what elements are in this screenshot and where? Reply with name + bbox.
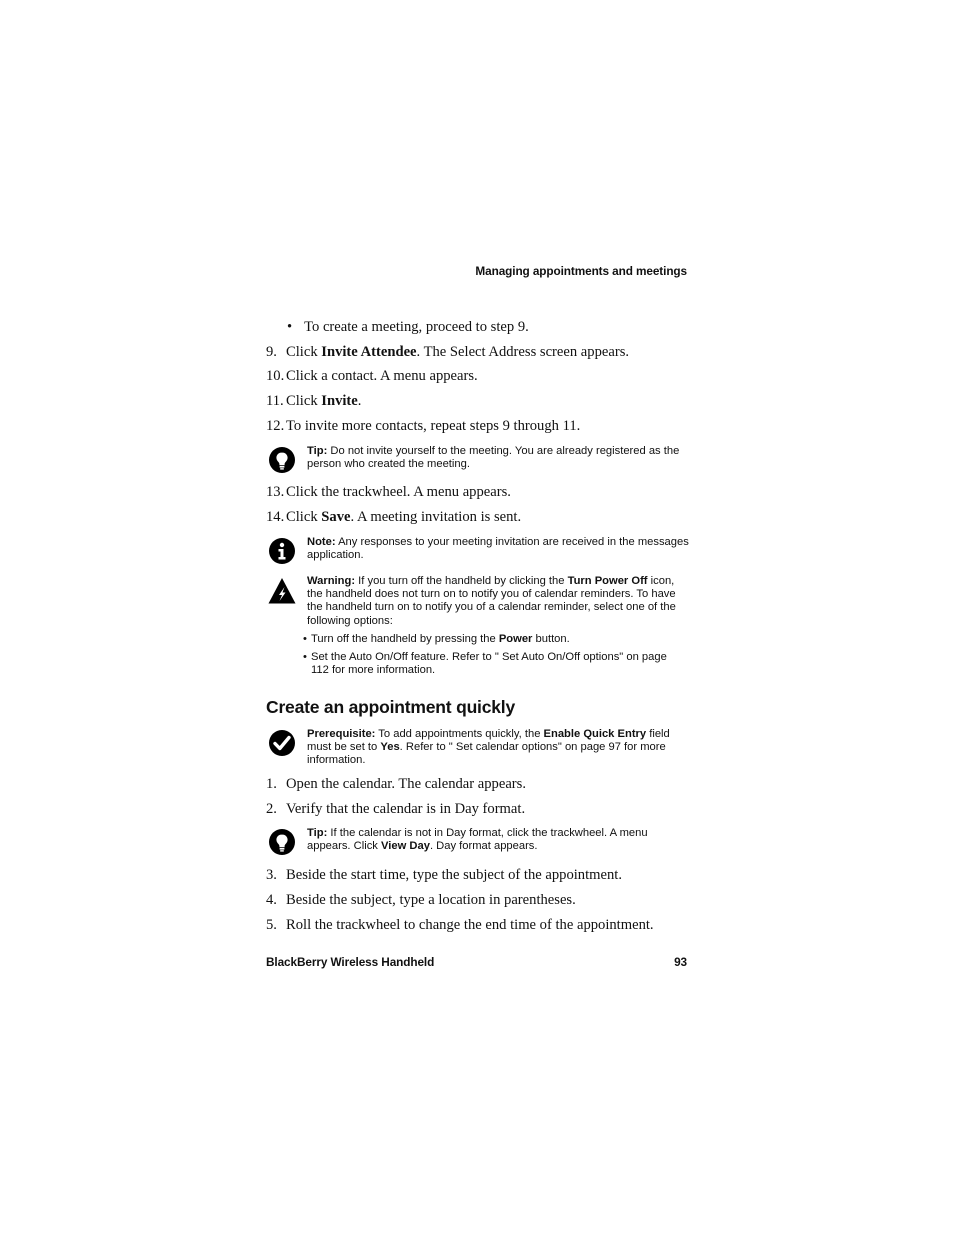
warning-label: Warning: bbox=[307, 575, 356, 587]
step-item: 3. Beside the start time, type the subject of the appointment. bbox=[266, 867, 622, 883]
bullet-dot: • bbox=[287, 319, 293, 335]
note-label: Note: bbox=[307, 536, 336, 548]
page-number: 93 bbox=[674, 955, 687, 969]
step-item: 11. Click Invite. bbox=[266, 393, 362, 409]
bullet-dot: • bbox=[303, 633, 307, 645]
bullet-dot: • bbox=[303, 651, 307, 663]
tip-label: Tip: bbox=[307, 445, 328, 457]
checkmark-icon bbox=[268, 729, 296, 757]
step-item: 1. Open the calendar. The calendar appears. bbox=[266, 776, 526, 792]
tip-label: Tip: bbox=[307, 827, 328, 839]
footer-book-title: BlackBerry Wireless Handheld bbox=[266, 955, 435, 969]
step-item: 10. Click a contact. A menu appears. bbox=[266, 368, 478, 384]
step-item: 4. Beside the subject, type a location in parentheses. bbox=[266, 892, 576, 908]
tip-callout: Tip: If the calendar is not in Day format, click the trackwheel. A menu appears. Click View Day. Day format appears. bbox=[307, 827, 648, 853]
step-item: 2. Verify that the calendar is in Day format. bbox=[266, 801, 526, 817]
section-heading: Create an appointment quickly bbox=[266, 697, 515, 717]
bullet-text: To create a meeting, proceed to step 9. bbox=[304, 319, 529, 335]
warning-callout: Warning: If you turn off the handheld by clicking the Turn Power Off icon, the handheld does not turn on to notify you of calendar reminders. To have the handheld turn on to notify you of a calendar reminder, select one of the following options: bbox=[307, 575, 676, 627]
prerequisite-callout: Prerequisite: To add appointments quickly, the Enable Quick Entry field must be set to Yes. Refer to " Set calendar options" on page 97 for more information. bbox=[307, 728, 670, 767]
step-item: 13. Click the trackwheel. A menu appears. bbox=[266, 484, 511, 500]
step-item: 14. Click Save. A meeting invitation is sent. bbox=[266, 509, 522, 525]
note-callout: Note: Any responses to your meeting invitation are received in the messages application. bbox=[307, 536, 689, 562]
lightbulb-icon bbox=[268, 828, 296, 856]
running-header: Managing appointments and meetings bbox=[475, 264, 687, 278]
bullet-item bbox=[287, 318, 529, 336]
warning-option: • Set the Auto On/Off feature. Refer to " Set Auto On/Off options" on page 112 for more information. bbox=[303, 651, 667, 677]
tip-callout: Tip: Do not invite yourself to the meeting. You are already registered as the person who created the meeting. bbox=[307, 445, 680, 471]
step-item: 5. Roll the trackwheel to change the end time of the appointment. bbox=[266, 917, 654, 933]
warning-lightning-icon bbox=[268, 577, 296, 605]
warning-option: • Turn off the handheld by pressing the Power button. bbox=[303, 633, 570, 645]
step-item: 9. Click Invite Attendee. The Select Address screen appears. bbox=[266, 344, 630, 360]
step-item: 12. To invite more contacts, repeat steps 9 through 11. bbox=[266, 418, 581, 434]
info-icon bbox=[268, 537, 296, 565]
lightbulb-icon bbox=[268, 446, 296, 474]
prerequisite-label: Prerequisite: bbox=[307, 728, 376, 740]
